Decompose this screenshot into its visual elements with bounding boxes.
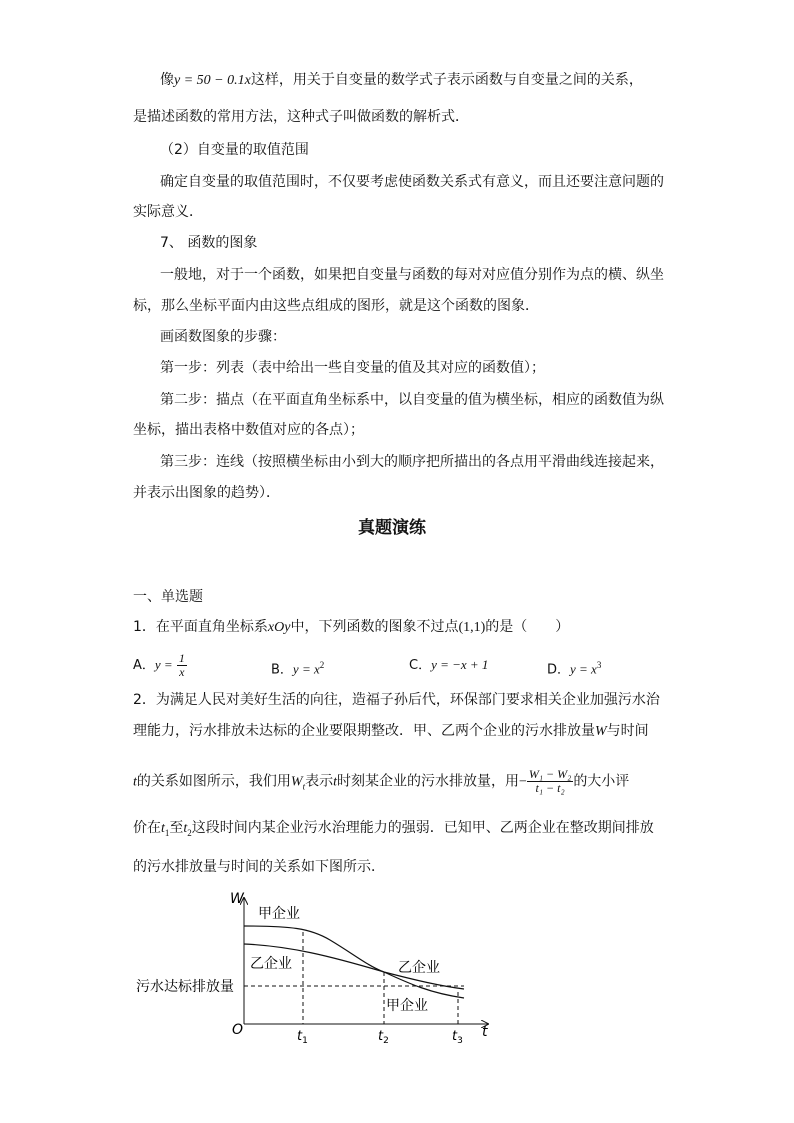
- part-title: 一、单选题: [133, 589, 203, 605]
- q1-text: 中，下列函数的图象不过点: [290, 619, 459, 635]
- subheading-graph: 7、 函数的图象: [160, 235, 258, 251]
- point: (1,1): [458, 620, 486, 635]
- q2-text: 表示: [305, 773, 334, 790]
- formula: t: [161, 821, 165, 836]
- minus-sign: −: [518, 774, 527, 790]
- tick-t2-sub: 2: [383, 1036, 389, 1046]
- subscript: 1: [164, 827, 170, 838]
- q2-text: 的关系如图所示，我们用: [136, 773, 291, 790]
- question-2-line-5: 的污水排放量与时间的关系如下图所示．: [133, 859, 385, 875]
- q1-text: 的是（ ）: [485, 619, 570, 635]
- label-yi-left: 乙企业: [250, 956, 292, 972]
- formula: y = 50 − 0.1x: [174, 73, 251, 88]
- label-yi-right: 乙企业: [398, 960, 440, 976]
- fraction-numerator: W₁ − W₂: [528, 767, 572, 781]
- fraction-numerator: 1: [178, 651, 185, 665]
- intro-line-7: 画函数图象的步骤：: [160, 329, 286, 345]
- subheading-domain: （2）自变量的取值范围: [160, 142, 309, 158]
- step-2b: 坐标，描出表格中数值对应的各点）；: [133, 422, 364, 438]
- option-label: D．: [547, 662, 571, 678]
- exponent: 3: [596, 660, 602, 670]
- x-axis-label: t: [482, 1024, 488, 1040]
- tick-t1-var: t: [297, 1029, 303, 1044]
- q2-text: 理能力，污水排放未达标的企业要限期整改．甲、乙两个企业的污水排放量: [133, 723, 595, 739]
- q2-text: 价在: [133, 820, 161, 836]
- formula: W: [290, 774, 303, 790]
- formula: y = −x + 1: [431, 657, 489, 672]
- formula: t: [333, 774, 337, 790]
- q2-text: 时刻某企业的污水排放量，用: [336, 773, 519, 790]
- option-label: A．: [133, 658, 155, 673]
- subscript: 2: [187, 827, 192, 838]
- intro-text: 像: [160, 72, 174, 88]
- step-2a: 第二步：描点（在平面直角坐标系中，以自变量的值为横坐标，相应的函数值为纵: [160, 392, 664, 408]
- step-3a: 第三步：连线（按照横坐标由小到大的顺序把所描出的各点用平滑曲线连接起来，: [160, 454, 664, 470]
- formula: t: [133, 774, 137, 790]
- formula: y =: [154, 657, 173, 672]
- label-jia-top: 甲企业: [258, 906, 300, 922]
- step-3b: 并表示出图象的趋势）．: [133, 485, 280, 501]
- tick-t1: [297, 1029, 308, 1046]
- label-jia-bottom: 甲企业: [386, 998, 428, 1014]
- fraction-denominator: x: [179, 665, 185, 679]
- step-1: 第一步：列表（表中给出一些自变量的值及其对应的函数值）；: [160, 360, 545, 376]
- formula: W: [595, 724, 607, 739]
- section-title: 真题演练: [358, 518, 426, 538]
- intro-line-3: 确定自变量的取值范围时，不仅要考虑使函数关系式有意义，而且还要注意问题的: [160, 174, 664, 190]
- q2-text: 这段时间内某企业污水治理能力的强弱．已知甲、乙两企业在整改期间排放: [191, 820, 654, 836]
- exponent: 2: [319, 660, 325, 670]
- option-label: B．: [271, 662, 293, 678]
- formula: y = x: [292, 661, 320, 677]
- intro-text: 这样，用关于自变量的数学式子表示函数与自变量之间的关系，: [250, 72, 643, 88]
- formula: xOy: [267, 620, 291, 635]
- tick-t3-sub: 3: [457, 1036, 463, 1046]
- intro-line-2: 是描述函数的常用方法，这种式子叫做函数的解析式．: [133, 109, 469, 125]
- origin-label: O: [232, 1022, 244, 1038]
- tick-t2: [378, 1029, 389, 1046]
- q2-text: 至: [169, 820, 184, 836]
- formula: t: [183, 821, 188, 836]
- q2-text: 与时间: [606, 723, 649, 739]
- tick-t3: [452, 1029, 463, 1046]
- question-2-line-1: 2．为满足人民对美好生活的向往，造福子孙后代，环保部门要求相关企业加强污水治: [133, 692, 660, 708]
- intro-line-5: 一般地，对于一个函数，如果把自变量与函数的每对对应值分别作为点的横、纵坐: [160, 267, 664, 283]
- tick-t2-var: t: [378, 1029, 384, 1044]
- intro-line-6: 标，那么坐标平面内由这些点组成的图形，就是这个函数的图象．: [133, 298, 539, 314]
- q1-text: 1．在平面直角坐标系: [133, 619, 268, 635]
- intro-line-4: 实际意义．: [133, 204, 203, 220]
- label-standard: 污水达标排放量: [136, 979, 234, 995]
- option-label: C．: [409, 658, 432, 673]
- y-axis-label: W: [230, 891, 244, 907]
- formula: y = x: [570, 661, 597, 677]
- fraction-denominator: t₁ − t₂: [535, 781, 565, 795]
- q2-text: 的大小评: [573, 773, 630, 790]
- tick-t3-var: t: [452, 1029, 458, 1044]
- tick-t1-sub: 1: [302, 1036, 308, 1046]
- subscript: t: [302, 781, 306, 792]
